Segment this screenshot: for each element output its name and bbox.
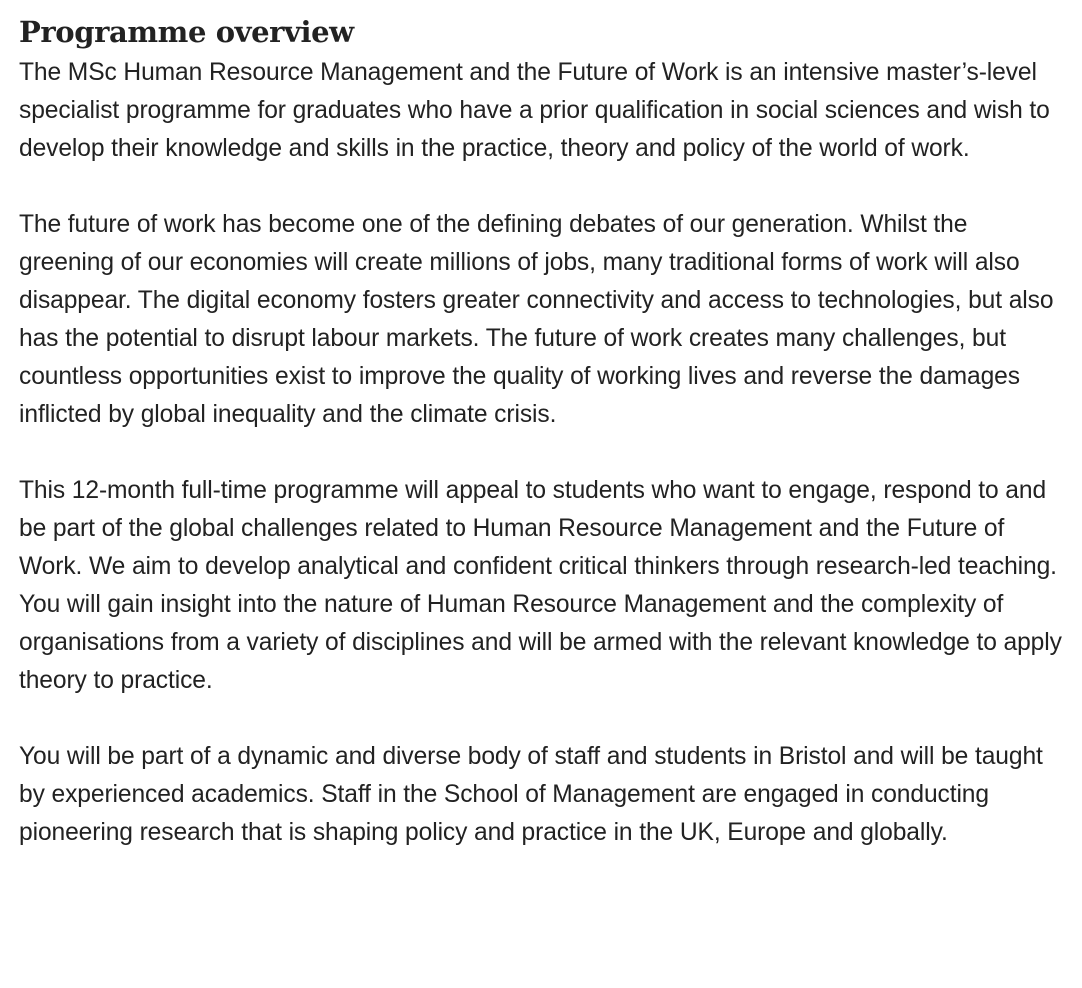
programme-overview-section: [19, 10, 1064, 852]
overview-paragraph-staff-students: You will be part of a dynamic and diverse body of staff and students in Bristol and will be taught by experienced academics. Staff in the School of Management are engaged in conducting pioneering research that is shaping policy and practice in the UK, Europe and globally.: [19, 743, 1043, 846]
overview-paragraph-future-of-work: The future of work has become one of the defining debates of our generation. Whilst the greening of our economies will create millions of jobs, many traditional forms of work will also disappear. The digital economy fosters greater connectivity and access to technologies, but also has the potential to disrupt labour markets. The future of work creates many challenges, but countless opportunities exist to improve the quality of working lives and reverse the damages inflicted by global inequality and the climate crisis.: [19, 211, 1054, 428]
section-title: Programme overview: [19, 15, 354, 49]
overview-paragraph-programme-details: This 12-month full-time programme will appeal to students who want to engage, respond to and be part of the global challenges related to Human Resource Management and the Future of Work. We aim to develop analytical and confident critical thinkers through research-led teaching. You will gain insight into the nature of Human Resource Management and the complexity of organisations from a variety of disciplines and will be armed with the relevant knowledge to apply theory to practice.: [19, 477, 1062, 694]
overview-paragraph-intro: The MSc Human Resource Management and the Future of Work is an intensive master’s-level specialist programme for graduates who have a prior qualification in social sciences and wish to develop their knowledge and skills in the practice, theory and policy of the world of work.: [19, 59, 1050, 162]
